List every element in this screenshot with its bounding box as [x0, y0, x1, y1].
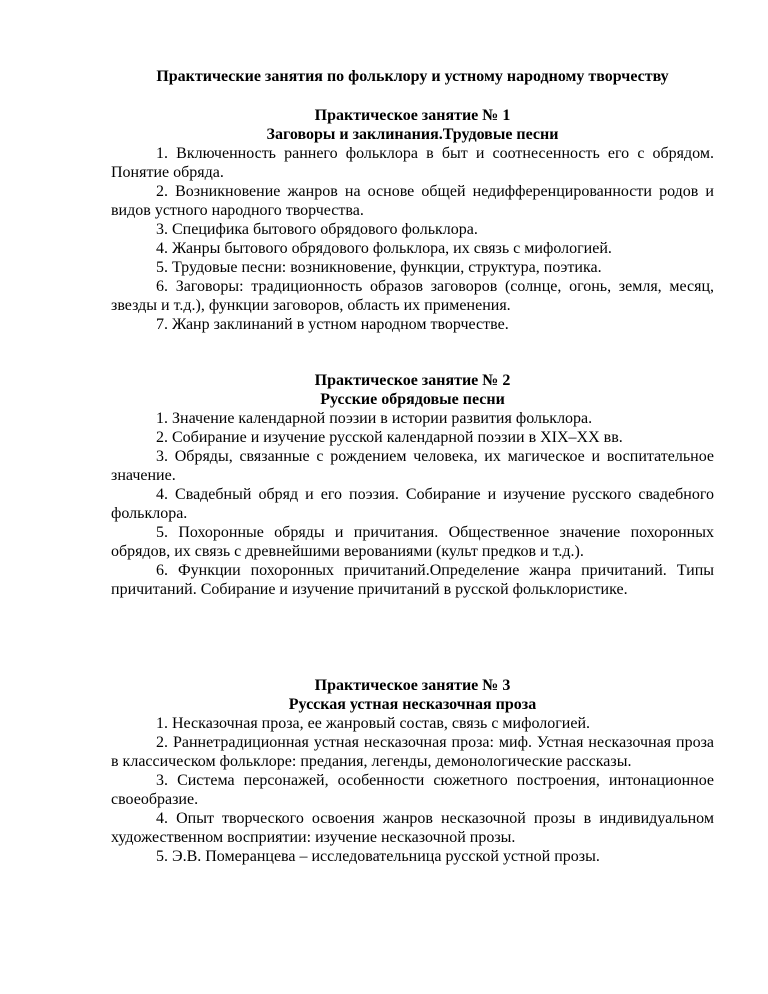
item-number: 1.: [156, 145, 168, 162]
item-text: Система персонажей, особенности сюжетного построения, интонационное своеобразие.: [111, 772, 714, 808]
item-text: Жанр заклинаний в устном народном творчестве.: [172, 316, 509, 333]
item-text: Заговоры: традиционность образов заговоров (солнце, огонь, земля, месяц, звезды и т.д.), функции заговоров, область их применения.: [111, 278, 714, 314]
list-item: [111, 771, 714, 809]
list-item: [111, 220, 714, 239]
list-item: [111, 258, 714, 277]
list-item: [111, 277, 714, 315]
item-text: Трудовые песни: возникновение, функции, структура, поэтика.: [172, 259, 602, 276]
item-number: 7.: [156, 316, 168, 333]
item-number: 3.: [156, 221, 168, 238]
list-item: [111, 561, 714, 599]
item-text: Значение календарной поэзии в истории развития фольклора.: [172, 410, 593, 427]
item-number: 5.: [156, 848, 168, 865]
list-item: [111, 239, 714, 258]
section-heading: Практическое занятие № 3: [314, 677, 511, 694]
item-text: Обряды, связанные с рождением человека, их магическое и воспитательное значение.: [111, 448, 715, 484]
item-list: [111, 714, 714, 866]
list-item: [111, 733, 714, 771]
section-subheading: Русская устная несказочная проза: [288, 696, 537, 713]
item-text: Включенность раннего фольклора в быт и соотнесенность его с обрядом. Понятие обряда.: [111, 145, 715, 181]
list-item: [111, 847, 714, 866]
section-2: [111, 371, 714, 599]
list-item: [111, 182, 714, 220]
item-text: Свадебный обряд и его поэзия. Собирание и изучение русского свадебного фольклора.: [111, 486, 715, 522]
item-text: Функции похоронных причитаний.Определение жанра причитаний. Типы причитаний. Собирание и изучение причитаний в русской фольклористике.: [111, 562, 715, 598]
section-1: [111, 106, 714, 334]
section-heading: Практическое занятие № 2: [314, 372, 511, 389]
item-number: 4.: [156, 810, 168, 827]
document-title: Практические занятия по фольклору и устному народному творчеству: [156, 68, 669, 85]
item-number: 6.: [156, 562, 168, 579]
list-item: [111, 409, 714, 428]
item-text: Возникновение жанров на основе общей недифференцированности родов и видов устного народного творчества.: [111, 183, 714, 219]
item-text: Похоронные обряды и причитания. Общественное значение похоронных обрядов, их связь с древнейшими верованиями (культ предков и т.д.).: [111, 524, 714, 560]
list-item: [111, 523, 714, 561]
item-text: Специфика бытового обрядового фольклора.: [172, 221, 478, 238]
list-item: [111, 315, 714, 334]
item-number: 1.: [156, 410, 168, 427]
item-text: Собирание и изучение русской календарной поэзии в XIX–XX вв.: [172, 429, 623, 446]
item-text: Несказочная проза, ее жанровый состав, связь с мифологией.: [172, 715, 591, 732]
item-number: 3.: [156, 772, 168, 789]
section-subheading: Русские обрядовые песни: [320, 391, 505, 408]
item-number: 6.: [156, 278, 168, 295]
list-item: [111, 428, 714, 447]
item-number: 5.: [156, 259, 168, 276]
section-heading: Практическое занятие № 1: [314, 107, 511, 124]
item-text: Э.В. Померанцева – исследовательница русской устной прозы.: [172, 848, 600, 865]
list-item: [111, 485, 714, 523]
list-item: [111, 447, 714, 485]
section-3: [111, 676, 714, 866]
item-number: 2.: [156, 429, 168, 446]
item-number: 3.: [156, 448, 168, 465]
item-list: [111, 144, 714, 334]
section-subheading: Заговоры и заклинания.Трудовые песни: [266, 126, 559, 143]
item-text: Жанры бытового обрядового фольклора, их связь с мифологией.: [172, 240, 612, 257]
item-number: 2.: [156, 183, 168, 200]
item-number: 4.: [156, 240, 168, 257]
list-item: [111, 144, 714, 182]
item-number: 5.: [156, 524, 168, 541]
list-item: [111, 714, 714, 733]
item-list: [111, 409, 714, 599]
list-item: [111, 809, 714, 847]
item-number: 1.: [156, 715, 168, 732]
item-number: 2.: [156, 734, 168, 751]
item-text: Опыт творческого освоения жанров несказочной прозы в индивидуальном художественном восприятии: изучение несказочной прозы.: [111, 810, 715, 846]
item-number: 4.: [156, 486, 168, 503]
item-text: Раннетрадиционная устная несказочная проза: миф. Устная несказочная проза в классическом фольклоре: предания, легенды, демонологические рассказы.: [111, 734, 714, 770]
